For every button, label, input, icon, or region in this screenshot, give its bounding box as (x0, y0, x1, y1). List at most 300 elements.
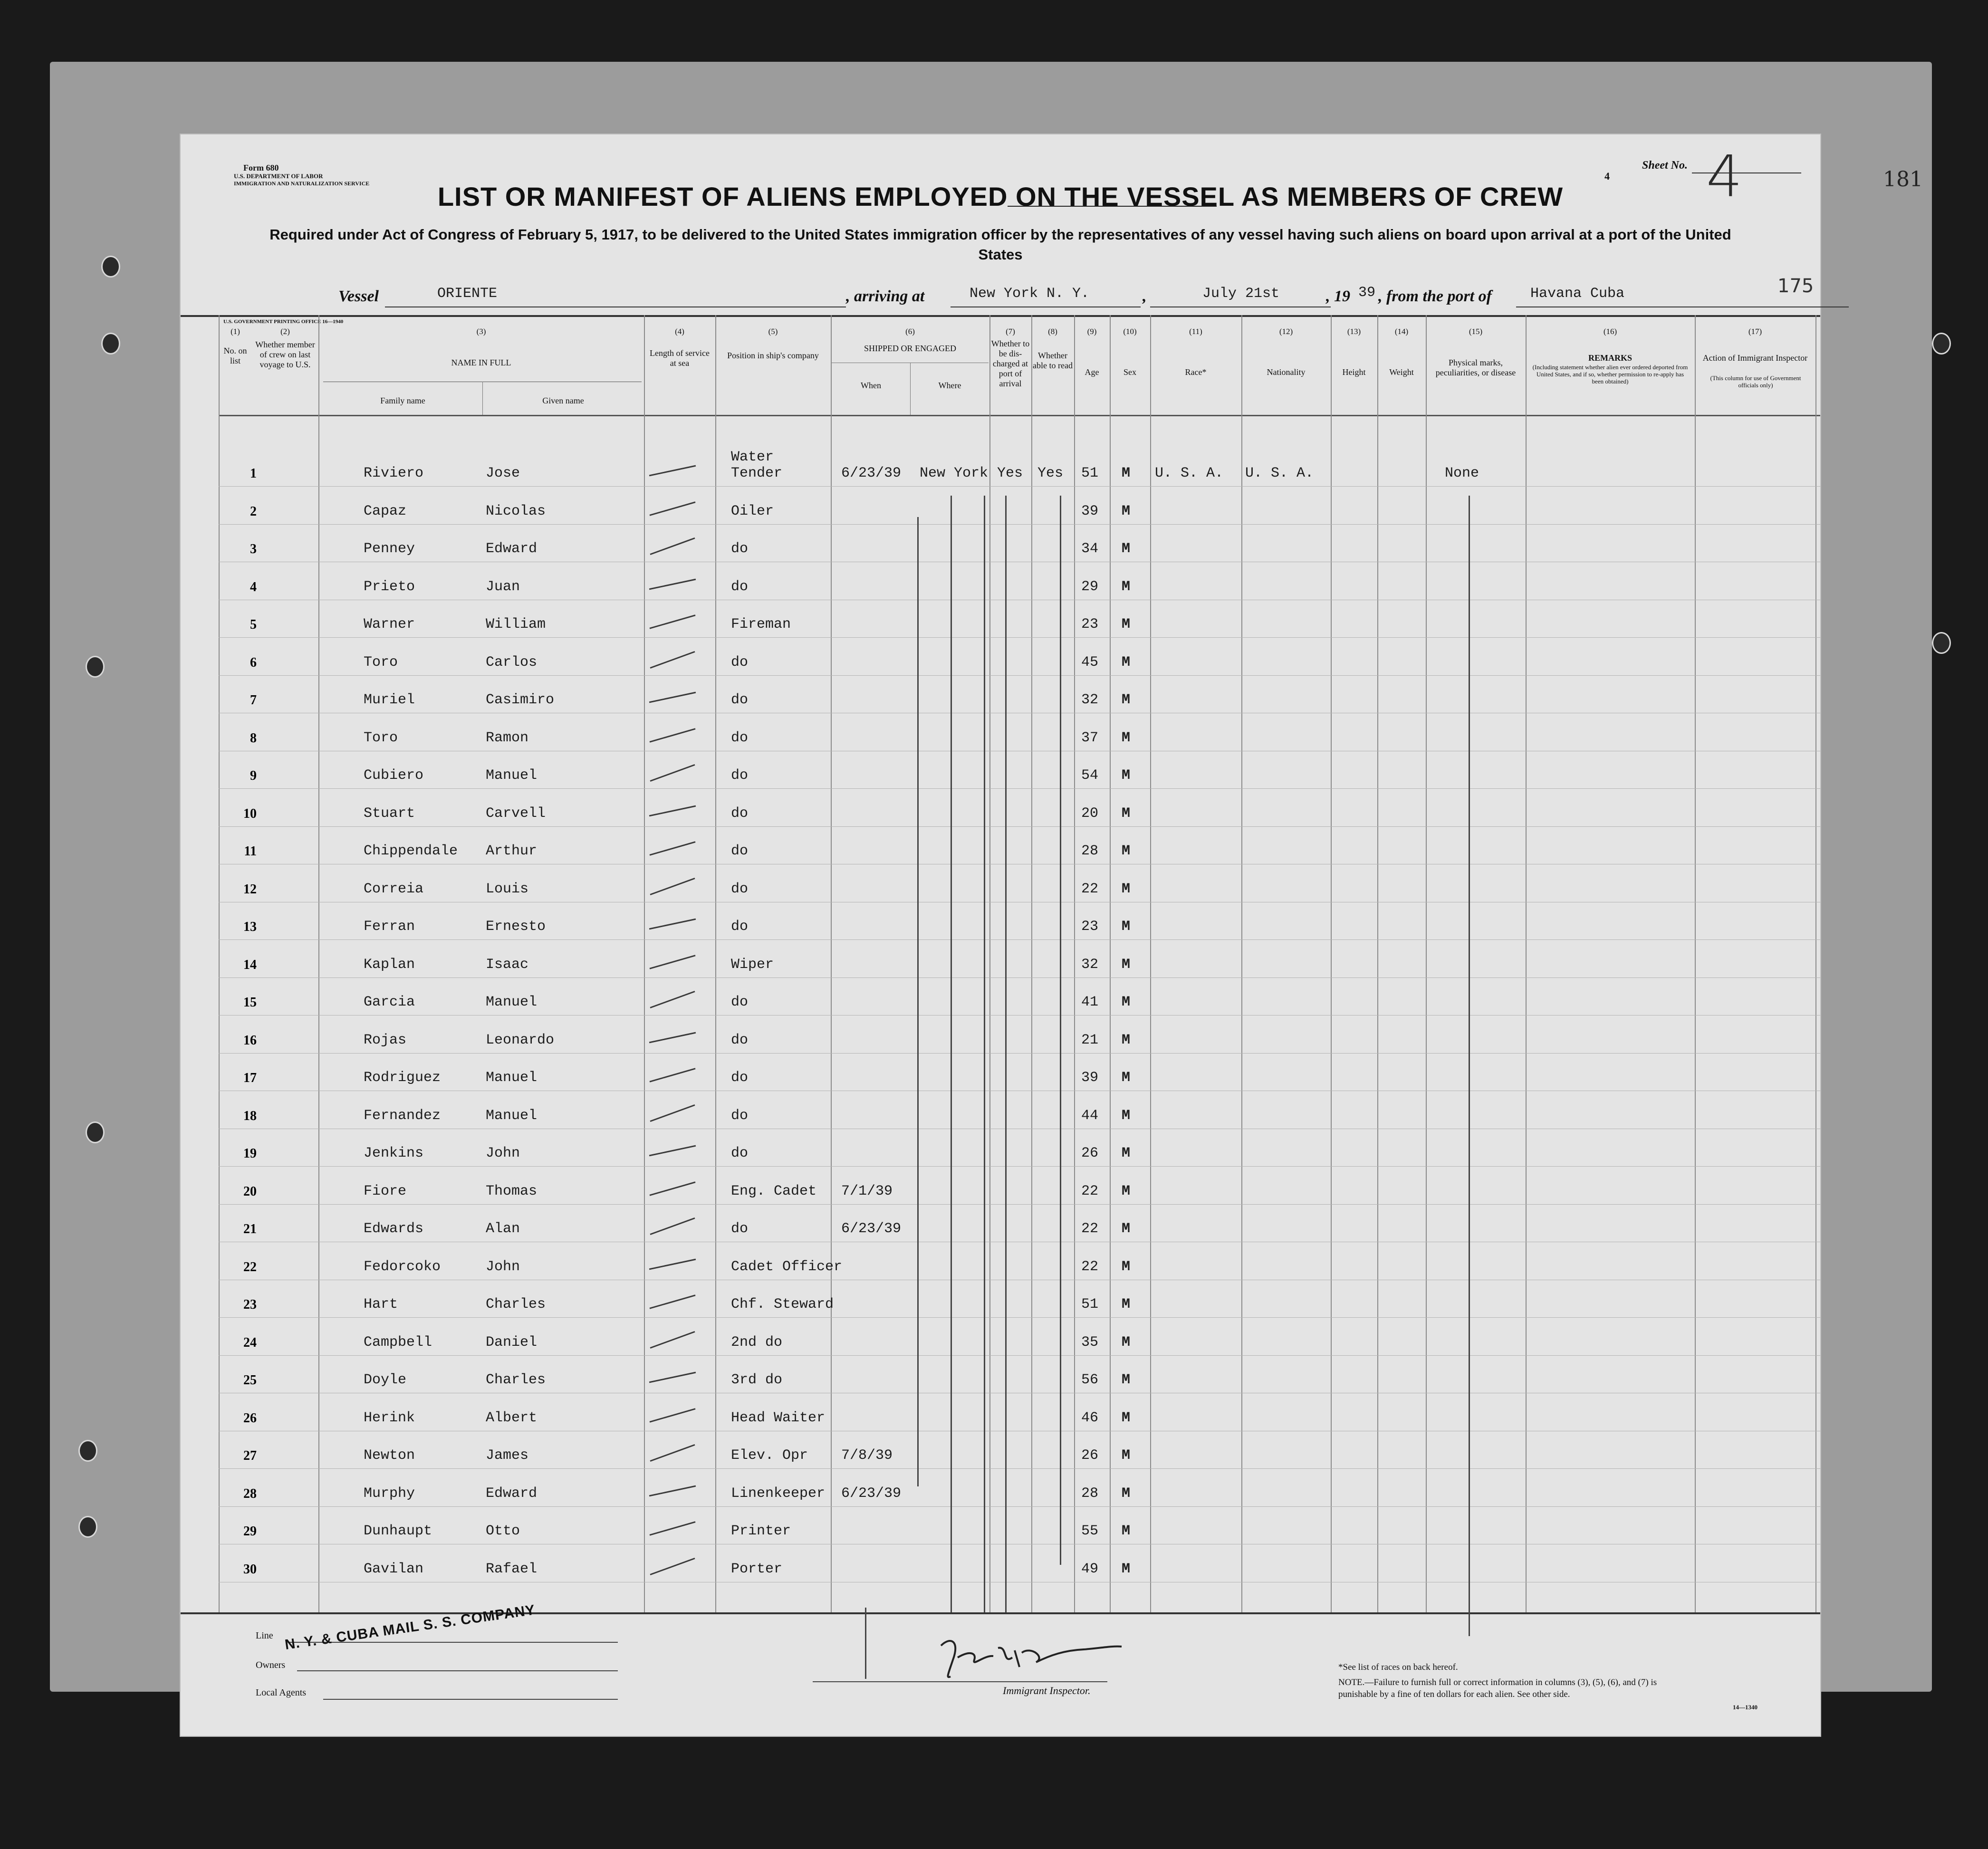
given-name-cell: Manuel (486, 1108, 538, 1124)
given-name-cell: William (486, 616, 546, 632)
age-cell: 22 (1081, 881, 1099, 897)
position-cell: Chf. Steward (731, 1296, 834, 1313)
given-name-cell: Casimiro (486, 692, 555, 708)
header-remarks-note: (Including statement whether alien ever ordered deported from United States, and if so, whether permission to re-apply has been obtained) (1532, 364, 1688, 385)
header-height: Height (1342, 367, 1366, 377)
inspector-signature (932, 1631, 1131, 1688)
manifest-sheet (181, 134, 1820, 1736)
shipped-when-cell: 6/23/39 (841, 1221, 902, 1237)
row-rule (219, 1317, 1820, 1318)
nationality-cell: U. S. A. (1245, 465, 1314, 481)
binder-hole (1932, 632, 1951, 654)
binder-hole (101, 256, 120, 278)
age-cell: 26 (1081, 1447, 1099, 1464)
sex-cell: M (1122, 503, 1131, 519)
header-nationality: Nationality (1267, 367, 1306, 377)
row-number: 14 (243, 958, 257, 972)
backing-page-number: 181 (1883, 167, 1923, 192)
service-tick-mark (650, 1331, 695, 1349)
age-cell: 20 (1081, 805, 1099, 822)
header-bottom-rule (219, 415, 1820, 416)
header-given-name: Given name (542, 396, 584, 405)
local-agents-label: Local Agents (256, 1687, 307, 1698)
position-cell: Elev. Opr (731, 1447, 808, 1464)
service-tick-mark (649, 579, 696, 590)
header-sex: Sex (1124, 367, 1136, 377)
races-note: *See list of races on back hereof. (1338, 1662, 1458, 1672)
arrival-year: 39 (1358, 285, 1376, 301)
column-number: (11) (1189, 327, 1202, 336)
given-name-cell: Daniel (486, 1334, 538, 1351)
owners-underline (297, 1670, 618, 1671)
service-tick-mark (649, 1032, 696, 1044)
given-name-cell: Rafael (486, 1561, 538, 1577)
given-name-cell: Manuel (486, 994, 538, 1010)
family-name-cell: Muriel (364, 692, 415, 708)
service-tick-mark (650, 537, 695, 555)
sex-cell: M (1122, 579, 1131, 595)
service-tick-mark (650, 1181, 696, 1196)
sex-cell: M (1122, 1296, 1131, 1313)
sheet-label: Sheet No. (1642, 159, 1688, 172)
row-number: 21 (243, 1222, 257, 1236)
age-cell: 34 (1081, 541, 1099, 557)
column-number: (7) (1006, 327, 1015, 336)
row-number: 24 (243, 1335, 257, 1350)
row-rule (219, 977, 1820, 978)
sex-cell: M (1122, 805, 1131, 822)
ditto-line-marks (1469, 496, 1470, 1636)
column-divider (1426, 315, 1427, 1612)
row-number: 29 (243, 1524, 257, 1539)
row-number: 28 (243, 1486, 257, 1501)
row-number: 5 (250, 617, 257, 632)
small-sheet-mark: 4 (1604, 170, 1610, 182)
page-subtitle: Required under Act of Congress of February 5, 1917, to be delivered to the United States immigration officer by the representatives of any vessel having such aliens on board upon arrival at a port of the United States (269, 226, 1731, 263)
position-cell: Cadet Officer (731, 1259, 843, 1275)
printing-office-note: U.S. GOVERNMENT PRINTING OFFICE 16—1940 (223, 319, 344, 325)
sex-cell: M (1122, 1145, 1131, 1161)
ditto-line-where (984, 496, 985, 1612)
header-remarks: REMARKS (1588, 353, 1632, 363)
family-name-cell: Hart (364, 1296, 398, 1313)
column-divider (1331, 315, 1332, 1612)
position-cell: do (731, 843, 749, 859)
position-cell: Eng. Cadet (731, 1183, 817, 1199)
service-tick-mark (650, 764, 695, 782)
column-divider (1031, 315, 1032, 1612)
row-rule (219, 675, 1820, 676)
vessel-label: Vessel (338, 287, 379, 305)
column-divider (318, 315, 319, 1612)
row-rule (219, 486, 1820, 487)
able-to-read-cell: Yes (1037, 465, 1064, 481)
ditto-line-when-lower (865, 1608, 866, 1679)
sex-cell: M (1122, 465, 1131, 481)
family-name-cell: Ferran (364, 919, 415, 935)
service-tick-mark (650, 1558, 695, 1575)
service-tick-mark (649, 1372, 696, 1383)
service-tick-mark (650, 651, 695, 669)
column-number: (10) (1123, 327, 1137, 336)
header-age: Age (1085, 367, 1099, 377)
column-divider (1074, 315, 1075, 1612)
row-rule (219, 1166, 1820, 1167)
family-name-cell: Toro (364, 730, 398, 746)
service-tick-mark (650, 1444, 695, 1462)
family-name-cell: Rojas (364, 1032, 407, 1048)
column-divider (989, 315, 990, 1612)
sex-cell: M (1122, 1108, 1131, 1124)
sex-cell: M (1122, 1070, 1131, 1086)
position-cell: do (731, 1108, 749, 1124)
column-number: (16) (1603, 327, 1617, 336)
header-when: When (861, 381, 881, 390)
column-divider (1377, 315, 1378, 1612)
age-cell: 56 (1081, 1372, 1099, 1388)
row-number: 3 (250, 542, 257, 556)
position-cell: do (731, 541, 749, 557)
arrival-date: July 21st (1202, 286, 1280, 302)
sheet-number: 4 (1706, 144, 1743, 210)
age-cell: 54 (1081, 767, 1099, 784)
shipped-where-cell: New York (920, 465, 989, 481)
column-number: (17) (1748, 327, 1762, 336)
row-number: 18 (243, 1109, 257, 1123)
grid-bottom-rule (181, 1612, 1820, 1614)
given-name-cell: Albert (486, 1410, 538, 1426)
age-cell: 22 (1081, 1221, 1099, 1237)
shipped-when-cell: 7/1/39 (841, 1183, 893, 1199)
row-rule (219, 788, 1820, 789)
age-cell: 28 (1081, 843, 1099, 859)
given-name-cell: Arthur (486, 843, 538, 859)
year-prefix: , 19 (1326, 287, 1350, 305)
row-rule (219, 826, 1820, 827)
age-cell: 51 (1081, 1296, 1099, 1313)
ditto-line-when (917, 517, 919, 1486)
sex-cell: M (1122, 1485, 1131, 1502)
age-cell: 23 (1081, 919, 1099, 935)
family-name-cell: Capaz (364, 503, 407, 519)
header-family-name: Family name (380, 396, 425, 405)
given-name-cell: Edward (486, 1485, 538, 1502)
family-name-cell: Cubiero (364, 767, 424, 784)
family-name-cell: Kaplan (364, 957, 415, 973)
service-tick-mark (650, 1408, 696, 1422)
position-cell: do (731, 1221, 749, 1237)
given-name-cell: Nicolas (486, 503, 546, 519)
binder-hole (86, 1121, 105, 1143)
given-name-cell: Edward (486, 541, 538, 557)
position-cell: Fireman (731, 616, 791, 632)
owners-label: Owners (256, 1660, 286, 1670)
age-cell: 22 (1081, 1259, 1099, 1275)
row-number: 17 (243, 1071, 257, 1085)
sex-cell: M (1122, 1032, 1131, 1048)
row-rule (219, 1506, 1820, 1507)
family-name-cell: Prieto (364, 579, 415, 595)
age-cell: 35 (1081, 1334, 1099, 1351)
sex-cell: M (1122, 616, 1131, 632)
header-action-note: (This column for use of Government officials only) (1710, 374, 1801, 389)
arrival-port: New York N. Y. (970, 286, 1090, 302)
given-name-cell: Carvell (486, 805, 546, 822)
row-number: 12 (243, 882, 257, 897)
column-number: (1) (230, 327, 240, 336)
header-action: Action of Immigrant Inspector (1702, 353, 1808, 363)
row-number: 23 (243, 1297, 257, 1312)
header-shipped-or-engaged: SHIPPED OR ENGAGED (864, 344, 956, 353)
header-discharged: Whether to be dis-charged at port of arrival (991, 339, 1030, 388)
column-number: (6) (905, 327, 915, 336)
position-cell-line1: Water (731, 449, 774, 465)
age-cell: 41 (1081, 994, 1099, 1010)
header-physical-marks: Physical marks, peculiarities, or disease (1435, 358, 1516, 377)
service-tick-mark (649, 1485, 696, 1497)
given-name-cell: Isaac (486, 957, 529, 973)
age-cell: 23 (1081, 616, 1099, 632)
age-cell: 22 (1081, 1183, 1099, 1199)
column-divider (1110, 315, 1111, 1612)
document-number: 175 (1777, 275, 1814, 297)
position-cell: do (731, 881, 749, 897)
family-name-cell: Toro (364, 654, 398, 671)
position-cell: do (731, 692, 749, 708)
binder-hole (78, 1440, 97, 1462)
age-cell: 39 (1081, 503, 1099, 519)
row-rule (219, 637, 1820, 638)
binder-hole (78, 1516, 97, 1538)
family-name-cell: Gavilan (364, 1561, 424, 1577)
age-cell: 45 (1081, 654, 1099, 671)
header-position: Position in ship's company (727, 351, 819, 360)
column-number: (5) (768, 327, 778, 336)
position-cell: Wiper (731, 957, 774, 973)
row-number: 2 (250, 504, 257, 519)
comma-label: , (1143, 287, 1147, 305)
service-tick-mark (650, 1068, 696, 1082)
age-cell: 29 (1081, 579, 1099, 595)
sex-cell: M (1122, 1447, 1131, 1464)
row-number: 4 (250, 580, 257, 594)
row-number: 30 (243, 1562, 257, 1577)
column-number: (4) (675, 327, 684, 336)
service-tick-mark (650, 878, 695, 895)
service-tick-mark (650, 991, 695, 1008)
family-name-cell: Chippendale (364, 843, 458, 859)
row-number: 19 (243, 1146, 257, 1161)
row-rule (219, 1015, 1820, 1016)
column-number: (3) (476, 327, 486, 336)
service-tick-mark (650, 1294, 696, 1309)
given-name-cell: Louis (486, 881, 529, 897)
inspector-underline (813, 1681, 1107, 1682)
age-cell: 39 (1081, 1070, 1099, 1086)
row-number: 22 (243, 1260, 257, 1274)
header-member-last-voyage: Whether member of crew on last voyage to U.S. (255, 340, 315, 369)
sex-cell: M (1122, 1410, 1131, 1426)
arriving-label: , arriving at (846, 287, 925, 305)
age-cell: 21 (1081, 1032, 1099, 1048)
given-name-cell: Otto (486, 1523, 520, 1539)
given-name-cell: Manuel (486, 767, 538, 784)
sex-cell: M (1122, 1523, 1131, 1539)
penalty-note: NOTE.—Failure to furnish full or correct information in columns (3), (5), (6), and (7) is punishable by a fine of ten dollars for each alien. See other side. (1338, 1677, 1657, 1699)
column-divider (1150, 315, 1151, 1612)
service-tick-mark (650, 955, 696, 969)
row-rule (219, 1204, 1820, 1205)
service-tick-mark (650, 728, 696, 742)
page-title: LIST OR MANIFEST OF ALIENS EMPLOYED ON THE VESSEL AS MEMBERS OF CREW (437, 182, 1564, 211)
given-name-cell: Jose (486, 465, 520, 481)
given-name-cell: Carlos (486, 654, 538, 671)
row-number: 1 (250, 466, 257, 481)
family-name-cell: Fiore (364, 1183, 407, 1199)
position-cell: do (731, 730, 749, 746)
column-number: (13) (1347, 327, 1361, 336)
header-length-of-service: Length of service at sea (650, 348, 710, 368)
from-port: Havana Cuba (1530, 286, 1625, 302)
service-tick-mark (650, 501, 696, 516)
row-number: 20 (243, 1184, 257, 1199)
family-name-cell: Jenkins (364, 1145, 424, 1161)
shipped-when-cell: 7/8/39 (841, 1447, 893, 1464)
row-number: 10 (243, 806, 257, 821)
age-cell: 44 (1081, 1108, 1099, 1124)
sex-cell: M (1122, 1334, 1131, 1351)
column-divider (644, 315, 645, 1612)
row-rule (219, 1468, 1820, 1469)
ditto-line-where (951, 496, 952, 1612)
position-cell: do (731, 767, 749, 784)
given-name-cell: Juan (486, 579, 520, 595)
form-number: Form 680 (243, 163, 279, 172)
column-number: (8) (1048, 327, 1057, 336)
age-cell: 26 (1081, 1145, 1099, 1161)
header-able-to-read: Whether able to read (1033, 351, 1073, 370)
sex-cell: M (1122, 1259, 1131, 1275)
line-label: Line (256, 1630, 273, 1641)
family-name-cell: Correia (364, 881, 424, 897)
service-tick-mark (649, 1259, 696, 1270)
position-cell: Head Waiter (731, 1410, 826, 1426)
column-divider (1526, 315, 1527, 1612)
ditto-line-discharged (1005, 496, 1007, 1612)
age-cell: 37 (1081, 730, 1099, 746)
service-tick-mark (650, 614, 696, 629)
given-name-cell: Charles (486, 1296, 546, 1313)
local-agents-underline (323, 1699, 618, 1700)
header-where: Where (938, 381, 961, 390)
given-name-cell: Leonardo (486, 1032, 555, 1048)
sex-cell: M (1122, 654, 1131, 671)
family-name-cell: Dunhaupt (364, 1523, 432, 1539)
discharged-cell: Yes (997, 465, 1023, 481)
header-name-in-full: NAME IN FULL (451, 358, 511, 367)
family-name-cell: Campbell (364, 1334, 432, 1351)
inspector-label: Immigrant Inspector. (1003, 1685, 1091, 1696)
row-number: 11 (244, 844, 257, 859)
row-number: 27 (243, 1448, 257, 1463)
service-tick-mark (650, 1217, 695, 1235)
binder-hole (86, 656, 105, 678)
given-name-cell: Alan (486, 1221, 520, 1237)
family-name-cell: Riviero (364, 465, 424, 481)
shipped-when-cell: 6/23/39 (841, 1485, 902, 1502)
family-name-cell: Warner (364, 616, 415, 632)
sex-cell: M (1122, 994, 1131, 1010)
position-cell: Porter (731, 1561, 783, 1577)
shipped-when-cell: 6/23/39 (841, 465, 902, 481)
age-cell: 51 (1081, 465, 1099, 481)
vessel-name: ORIENTE (437, 286, 498, 302)
position-cell: do (731, 919, 749, 935)
row-number: 8 (250, 731, 257, 746)
family-name-cell: Fernandez (364, 1108, 441, 1124)
row-number: 16 (243, 1033, 257, 1048)
column-divider (1241, 315, 1242, 1612)
position-cell: do (731, 1145, 749, 1161)
position-cell: Tender (731, 465, 783, 481)
family-name-cell: Penney (364, 541, 415, 557)
position-cell: 2nd do (731, 1334, 783, 1351)
family-name-cell: Rodriguez (364, 1070, 441, 1086)
binder-hole (101, 333, 120, 354)
row-number: 7 (250, 693, 257, 708)
binder-hole (1932, 333, 1951, 354)
age-cell: 49 (1081, 1561, 1099, 1577)
physical-marks-cell: None (1445, 465, 1479, 481)
given-name-cell: James (486, 1447, 529, 1464)
position-cell: do (731, 654, 749, 671)
age-cell: 32 (1081, 692, 1099, 708)
sex-cell: M (1122, 767, 1131, 784)
position-cell: do (731, 579, 749, 595)
column-number: (2) (280, 327, 290, 336)
given-name-cell: John (486, 1145, 520, 1161)
column-number: (15) (1469, 327, 1483, 336)
race-cell: U. S. A. (1155, 465, 1224, 481)
service-tick-mark (650, 1521, 696, 1535)
header-no-on-list: No. on list (223, 346, 247, 365)
position-cell: Printer (731, 1523, 791, 1539)
column-divider (715, 315, 716, 1612)
row-rule (219, 1053, 1820, 1054)
column-divider (1695, 315, 1696, 1612)
row-rule (219, 939, 1820, 940)
family-name-cell: Doyle (364, 1372, 407, 1388)
column-divider (219, 315, 220, 1612)
family-name-cell: Edwards (364, 1221, 424, 1237)
row-number: 26 (243, 1411, 257, 1426)
column-number: (14) (1394, 327, 1409, 336)
position-cell: 3rd do (731, 1372, 783, 1388)
position-cell: Oiler (731, 503, 774, 519)
row-rule (219, 524, 1820, 525)
header-race: Race* (1185, 367, 1207, 377)
header-weight: Weight (1389, 367, 1414, 377)
age-cell: 28 (1081, 1485, 1099, 1502)
given-name-cell: Ernesto (486, 919, 546, 935)
sex-cell: M (1122, 1561, 1131, 1577)
given-name-cell: Thomas (486, 1183, 538, 1199)
sex-cell: M (1122, 1221, 1131, 1237)
position-cell: Linenkeeper (731, 1485, 826, 1502)
service-tick-mark (649, 465, 696, 477)
service-tick-mark (649, 805, 696, 817)
ditto-line-read (1060, 496, 1061, 1565)
